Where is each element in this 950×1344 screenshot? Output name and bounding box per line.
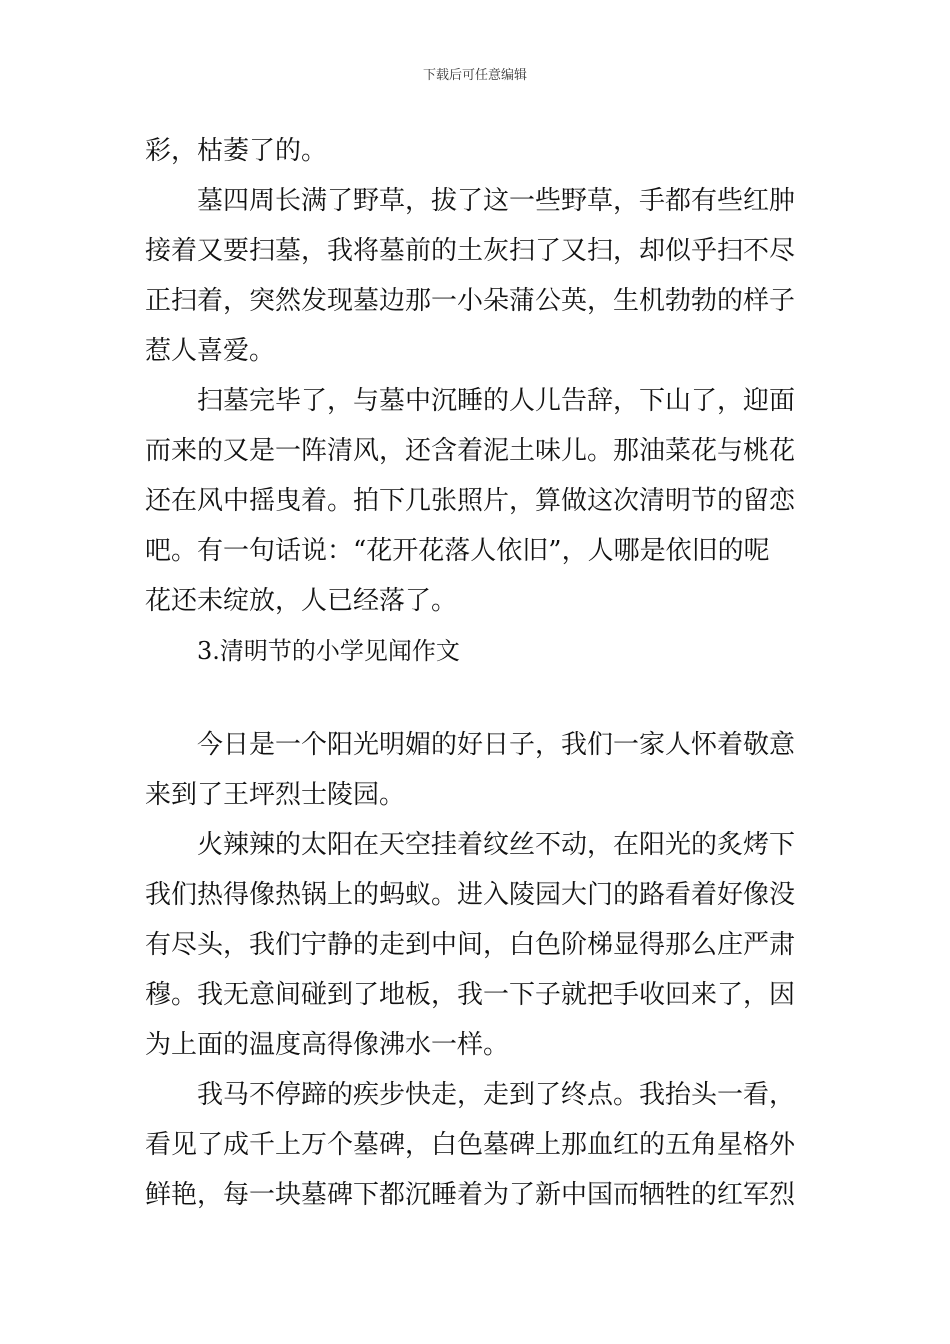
- text-line: 正扫着，突然发现墓边那一小朵蒲公英，生机勃勃的样子: [145, 286, 796, 316]
- text-line: 还在风中摇曳着。拍下几张照片，算做这次清明节的留恋: [145, 486, 796, 516]
- text-line: 吧。有一句话说：“花开花落人依旧”，人哪是依旧的呢: [145, 536, 770, 566]
- text-line: 花还未绽放，人已经落了。: [145, 586, 458, 616]
- text-line: 鲜艳，每一块墓碑下都沉睡着为了新中国而牺牲的红军烈: [145, 1180, 796, 1210]
- text-line: 我们热得像热锅上的蚂蚁。进入陵园大门的路看着好像没: [145, 880, 796, 910]
- text-line: 看见了成千上万个墓碑，白色墓碑上那血红的五角星格外: [145, 1130, 796, 1160]
- paragraph-start-line: 扫墓完毕了，与墓中沉睡的人儿告辞，下山了，迎面: [197, 386, 796, 416]
- paragraph-start-line: 我马不停蹄的疾步快走，走到了终点。我抬头一看，: [197, 1080, 796, 1110]
- section-heading: 3.清明节的小学见闻作文: [197, 637, 460, 665]
- text-line: 为上面的温度高得像沸水一样。: [145, 1030, 510, 1060]
- page-header: 下载后可任意编辑: [422, 68, 527, 83]
- text-line: 来到了王坪烈士陵园。: [145, 780, 406, 810]
- text-line: 惹人喜爱。: [145, 336, 276, 366]
- text-line: 接着又要扫墓，我将墓前的土灰扫了又扫，却似乎扫不尽: [145, 236, 796, 266]
- section-spacer: [145, 676, 810, 720]
- paragraph-start-line: 火辣辣的太阳在天空挂着纹丝不动，在阳光的炙烤下: [197, 830, 796, 860]
- document-body: [145, 126, 810, 1220]
- text-line: 有尽头，我们宁静的走到中间，白色阶梯显得那么庄严肃: [145, 930, 796, 960]
- text-line: 彩，枯萎了的。: [145, 136, 328, 166]
- text-line: 穆。我无意间碰到了地板，我一下子就把手收回来了，因: [145, 980, 796, 1010]
- paragraph-start-line: 墓四周长满了野草，拔了这一些野草，手都有些红肿: [197, 186, 796, 216]
- paragraph-start-line: 今日是一个阳光明媚的好日子，我们一家人怀着敬意: [197, 730, 796, 760]
- text-line: 而来的又是一阵清风，还含着泥土味儿。那油菜花与桃花: [145, 436, 796, 466]
